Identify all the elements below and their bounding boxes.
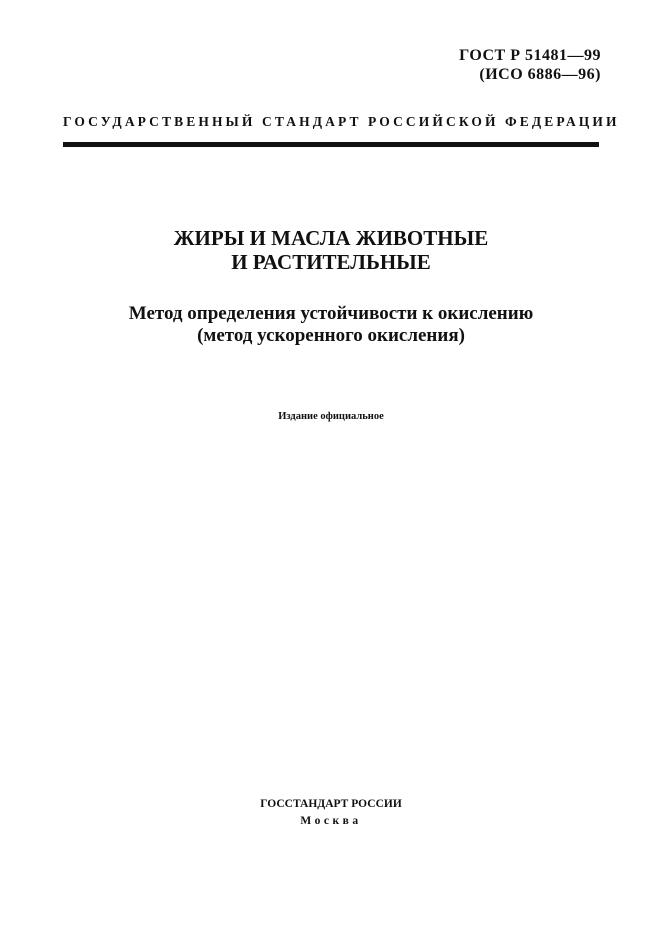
title-line-2: И РАСТИТЕЛЬНЫЕ [231, 250, 431, 274]
publisher-city: Москва [300, 815, 362, 827]
iso-code: (ИСО 6886—96) [479, 66, 601, 83]
subtitle-line-1: Метод определения устойчивости к окислению [128, 303, 534, 324]
header-divider [63, 142, 599, 147]
gost-code: ГОСТ Р 51481—99 [459, 47, 601, 64]
document-codes [459, 46, 601, 84]
document-subtitle [63, 303, 599, 347]
publisher-block [63, 796, 599, 830]
state-standard-heading: ГОСУДАРСТВЕННЫЙ СТАНДАРТ РОССИЙСКОЙ ФЕДЕРАЦИИ [63, 114, 620, 129]
document-title [63, 226, 599, 274]
title-line-1: ЖИРЫ И МАСЛА ЖИВОТНЫЕ [173, 226, 489, 250]
edition-label: Издание официальное [278, 411, 384, 422]
publisher-name: ГОССТАНДАРТ РОССИИ [260, 798, 402, 810]
subtitle-line-2: (метод ускоренного окисления) [197, 325, 465, 346]
